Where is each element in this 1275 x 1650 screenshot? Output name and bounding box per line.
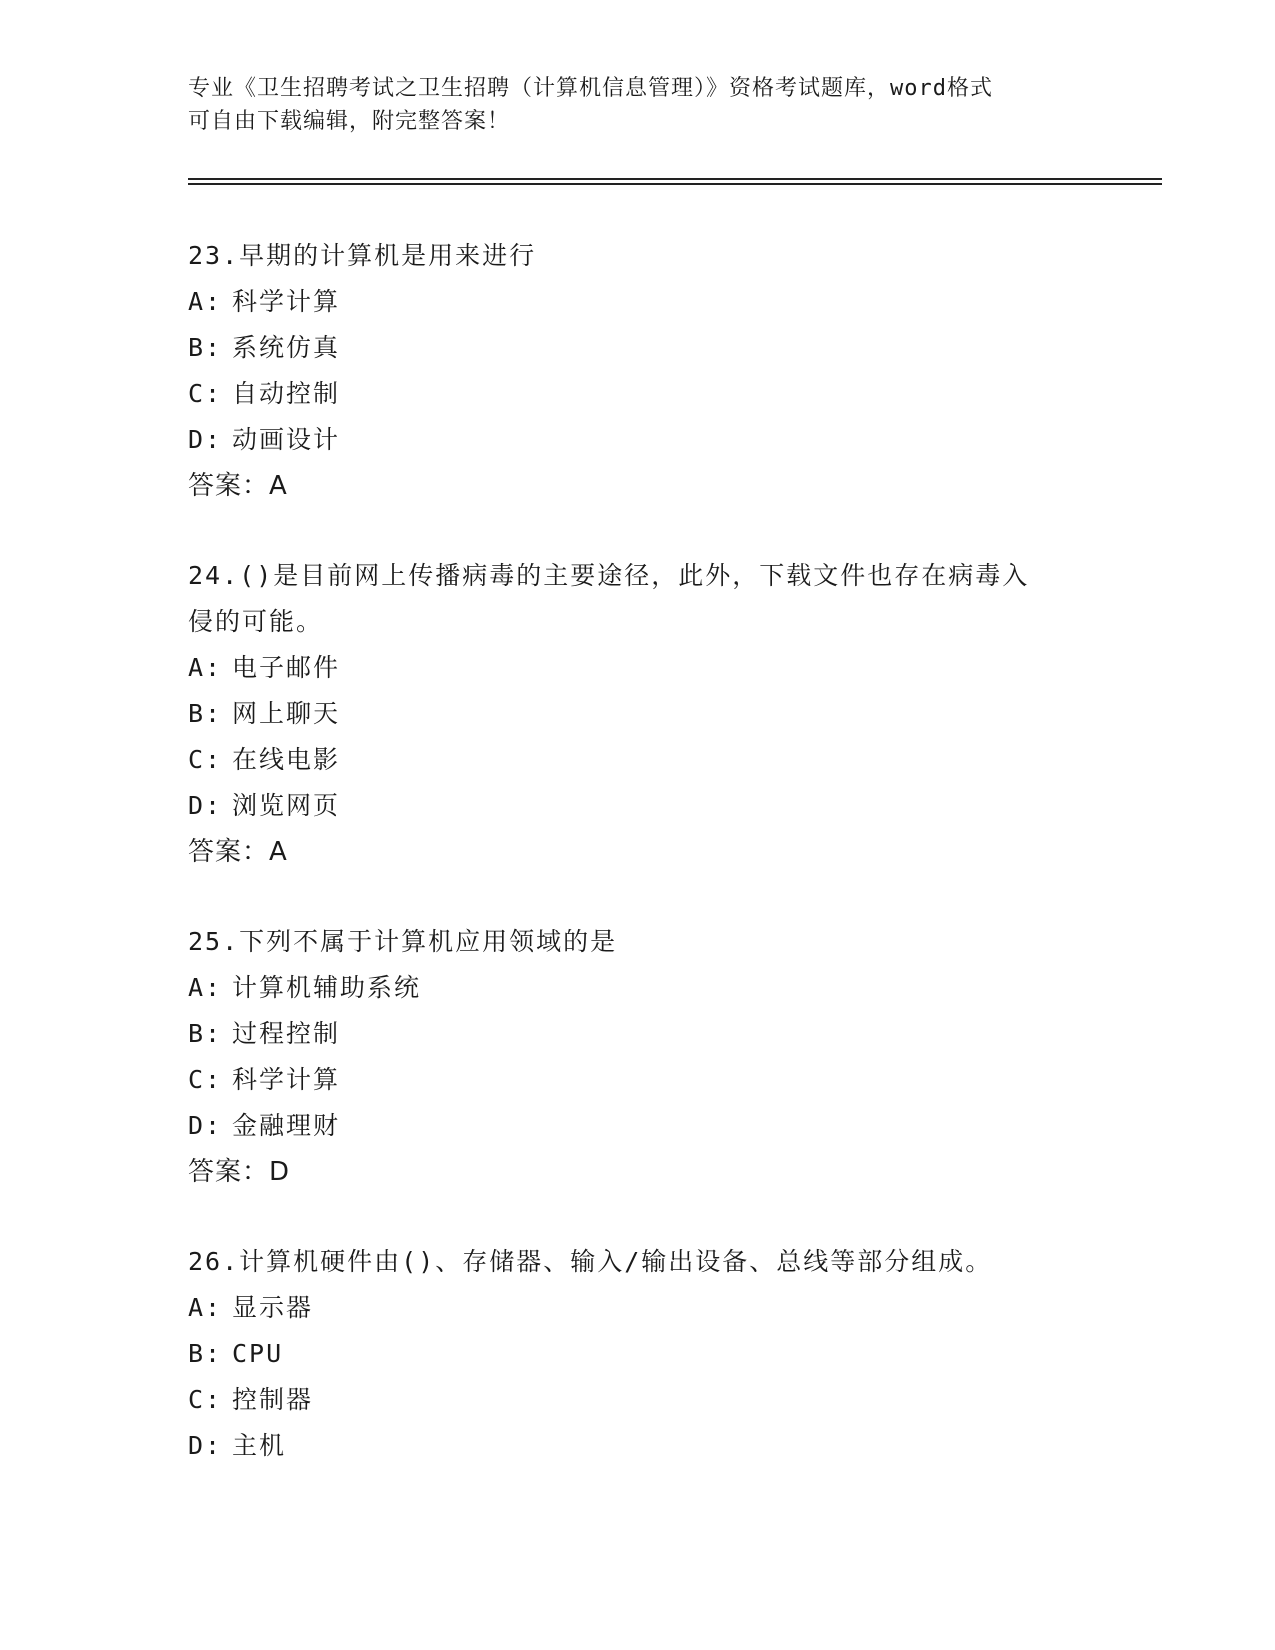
option-text: 网上聊天 — [232, 699, 341, 728]
option-key: D: — [188, 1431, 223, 1460]
question-title — [188, 1239, 1088, 1285]
option-text: 在线电影 — [232, 745, 341, 774]
option-text: 过程控制 — [232, 1019, 341, 1048]
option-key: D: — [188, 791, 223, 820]
question-24 — [188, 553, 1088, 875]
question-title — [188, 919, 1088, 965]
question-title-line: 侵的可能。 — [188, 607, 324, 636]
header-line-1: 专业《卫生招聘考试之卫生招聘（计算机信息管理）》资格考试题库，word格式 — [188, 76, 993, 101]
option-key: D: — [188, 1111, 223, 1140]
header-divider-bottom — [188, 183, 1162, 185]
question-list — [188, 233, 1088, 1469]
option-b — [188, 325, 1088, 371]
option-a — [188, 645, 1088, 691]
option-key: B: — [188, 1019, 223, 1048]
option-c — [188, 371, 1088, 417]
option-key: A: — [188, 653, 223, 682]
header-divider-top — [188, 178, 1162, 180]
option-key: A: — [188, 973, 223, 1002]
question-title-line: 24.()是目前网上传播病毒的主要途径，此外，下载文件也存在病毒入 — [188, 561, 1030, 590]
question-title-line: 26.计算机硬件由()、存储器、输入/输出设备、总线等部分组成。 — [188, 1247, 993, 1276]
option-c — [188, 1057, 1088, 1103]
option-text: 系统仿真 — [232, 333, 341, 362]
option-text: CPU — [232, 1339, 284, 1368]
option-d — [188, 417, 1088, 463]
option-text: 电子邮件 — [232, 653, 341, 682]
option-text: 浏览网页 — [232, 791, 341, 820]
document-header — [188, 72, 1088, 138]
option-text: 科学计算 — [232, 287, 341, 316]
option-text: 控制器 — [232, 1385, 314, 1414]
question-title-line: 23.早期的计算机是用来进行 — [188, 241, 537, 270]
option-text: 计算机辅助系统 — [232, 973, 422, 1002]
question-title-line: 25.下列不属于计算机应用领域的是 — [188, 927, 618, 956]
option-d — [188, 1423, 1088, 1469]
option-text: 主机 — [232, 1431, 287, 1460]
option-b — [188, 1011, 1088, 1057]
option-key: B: — [188, 333, 223, 362]
question-26 — [188, 1239, 1088, 1469]
header-line-2: 可自由下载编辑，附完整答案！ — [188, 109, 511, 134]
answer-label: 答案：A — [188, 471, 288, 501]
question-title — [188, 553, 1088, 645]
option-key: C: — [188, 1385, 223, 1414]
option-key: A: — [188, 1293, 223, 1322]
option-a — [188, 965, 1088, 1011]
option-a — [188, 1285, 1088, 1331]
option-d — [188, 783, 1088, 829]
option-key: B: — [188, 1339, 223, 1368]
option-d — [188, 1103, 1088, 1149]
option-key: C: — [188, 745, 223, 774]
option-c — [188, 737, 1088, 783]
option-text: 显示器 — [232, 1293, 314, 1322]
option-key: D: — [188, 425, 223, 454]
option-key: C: — [188, 379, 223, 408]
question-title — [188, 233, 1088, 279]
option-text: 金融理财 — [232, 1111, 341, 1140]
option-key: A: — [188, 287, 223, 316]
option-key: B: — [188, 699, 223, 728]
option-text: 自动控制 — [232, 379, 341, 408]
option-key: C: — [188, 1065, 223, 1094]
option-c — [188, 1377, 1088, 1423]
option-text: 动画设计 — [232, 425, 341, 454]
question-23 — [188, 233, 1088, 509]
option-a — [188, 279, 1088, 325]
answer-label: 答案：D — [188, 1157, 291, 1187]
option-text: 科学计算 — [232, 1065, 341, 1094]
option-b — [188, 691, 1088, 737]
answer-label: 答案：A — [188, 837, 288, 867]
option-b — [188, 1331, 1088, 1377]
question-25 — [188, 919, 1088, 1195]
